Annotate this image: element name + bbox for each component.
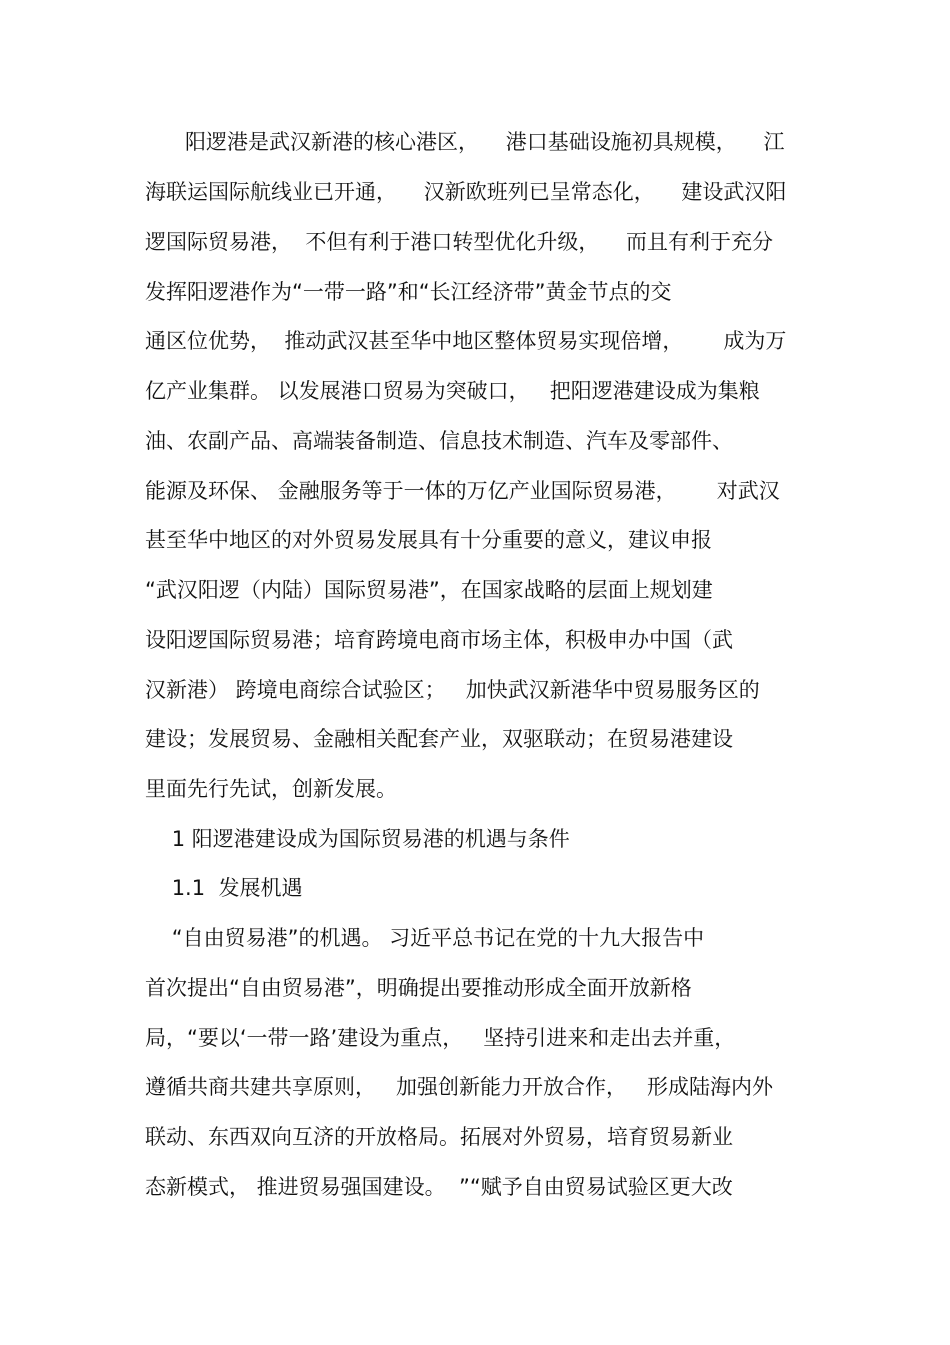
subsection-heading: 1.1 发展机遇 [145,876,303,900]
body-text-line: 里面先行先试，创新发展。 [145,777,397,801]
body-text-line: 逻国际贸易港， 不但有利于港口转型优化升级， 而且有利于充分 [145,230,774,254]
body-text-line: “武汉阳逻（内陆）国际贸易港”，在国家战略的层面上规划建 [145,578,713,602]
body-text-line: 油、农副产品、高端装备制造、信息技术制造、汽车及零部件、 [145,429,733,453]
body-text-line: 亿产业集群。 以发展港口贸易为突破口， 把阳逻港建设成为集粮 [145,379,760,403]
body-text-line: 局，“要以‘一带一路’建设为重点， 坚持引进来和走出去并重， [145,1026,736,1050]
body-text-line: 阳逻港是武汉新港的核心港区， 港口基础设施初具规模， 江 [145,130,785,154]
body-text-line: 联动、东西双向互济的开放格局。拓展对外贸易，培育贸易新业 [145,1125,733,1149]
body-text-line: 态新模式， 推进贸易强国建设。 ”“赋予自由贸易试验区更大改 [145,1175,733,1199]
body-text-line: 首次提出“自由贸易港”，明确提出要推动形成全面开放新格 [145,976,692,1000]
body-text-line: 甚至华中地区的对外贸易发展具有十分重要的意义，建议申报 [145,528,712,552]
body-text-line: 能源及环保、 金融服务等于一体的万亿产业国际贸易港， 对武汉 [145,479,780,503]
body-text-line: 设阳逻国际贸易港；培育跨境电商市场主体，积极申办中国（武 [145,628,733,652]
body-text-line: 通区位优势， 推动武汉甚至华中地区整体贸易实现倍增， 成为万 [145,329,787,353]
body-text-line: “自由贸易港”的机遇。 习近平总书记在党的十九大报告中 [145,926,705,950]
body-text-line: 海联运国际航线业已开通， 汉新欧班列已呈常态化， 建设武汉阳 [145,180,787,204]
body-text-line: 遵循共商共建共享原则， 加强创新能力开放合作， 形成陆海内外 [145,1075,774,1099]
body-text-line: 汉新港） 跨境电商综合试验区； 加快武汉新港华中贸易服务区的 [145,678,760,702]
body-text-line: 发挥阳逻港作为“一带一路”和“长江经济带”黄金节点的交 [145,280,672,304]
section-heading: 1 阳逻港建设成为国际贸易港的机遇与条件 [145,827,570,851]
body-text-line: 建设；发展贸易、金融相关配套产业，双驱联动；在贸易港建设 [145,727,733,751]
